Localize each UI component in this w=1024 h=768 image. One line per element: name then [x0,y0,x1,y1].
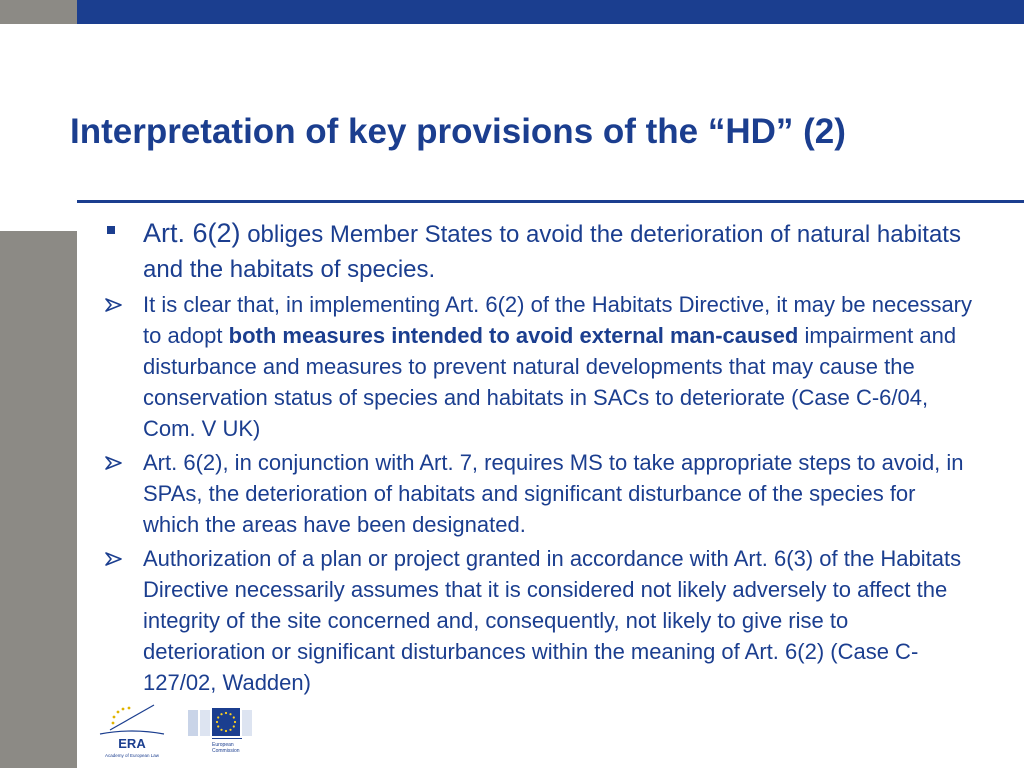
bullet-1-text-pre: It is clear that, in implementing Art. 6(2) of the Habitats Directive, it may be necessary to adopt [143,292,973,348]
lead-text: obliges Member States to avoid the deterioration of natural habitats and the habitats of species. [143,221,961,283]
arrow-bullet-icon [105,298,122,312]
bullet-1-text-bold: both measures intended to avoid external man-caused [228,323,799,348]
square-bullet-icon [107,226,115,234]
bullet-1-text-post: impairment and disturbance and measures to prevent natural developments that may cause the conservation status of species and habitats in SACs to deteriorate (Case C-6/04, Com. V UK) [143,323,957,441]
side-gray-bar [0,231,77,768]
header-gray-block [0,0,77,24]
lead-article: Art. 6(2) [143,218,241,248]
bullet-2 [105,447,975,540]
era-logo-subtitle: Academy of European Law [104,753,160,758]
arrow-bullet-icon [105,552,122,566]
era-logo-text: ERA [118,736,146,751]
bullet-2-text: Art. 6(2), in conjunction with Art. 7, requires MS to take appropriate steps to avoid, in SPAs, the deterioration of habitats and significant disturbance of the species for which the areas have been designated. [143,450,964,537]
slide-title: Interpretation of key provisions of the “HD” (2) [70,112,846,151]
european-commission-logo [188,706,260,760]
slide-content [105,216,975,701]
era-logo [96,702,168,760]
header-blue-bar [77,0,1024,24]
arrow-bullet-icon [105,456,122,470]
title-divider [77,200,1024,203]
ec-logo-line1: European [212,742,234,748]
bullet-lead [105,216,975,287]
bullet-1 [105,289,975,444]
bullet-3 [105,543,975,698]
bullet-3-text: Authorization of a plan or project granted in accordance with Art. 6(3) of the Habitats Directive necessarily assumes that it is considered not likely adversely to affect the integrity of the site concerned and, consequently, not likely to give rise to deterioration or significant disturbances within the meaning of Art. 6(2) (Case C-127/02, Wadden) [143,546,962,695]
ec-logo-line2: Commission [212,748,240,754]
